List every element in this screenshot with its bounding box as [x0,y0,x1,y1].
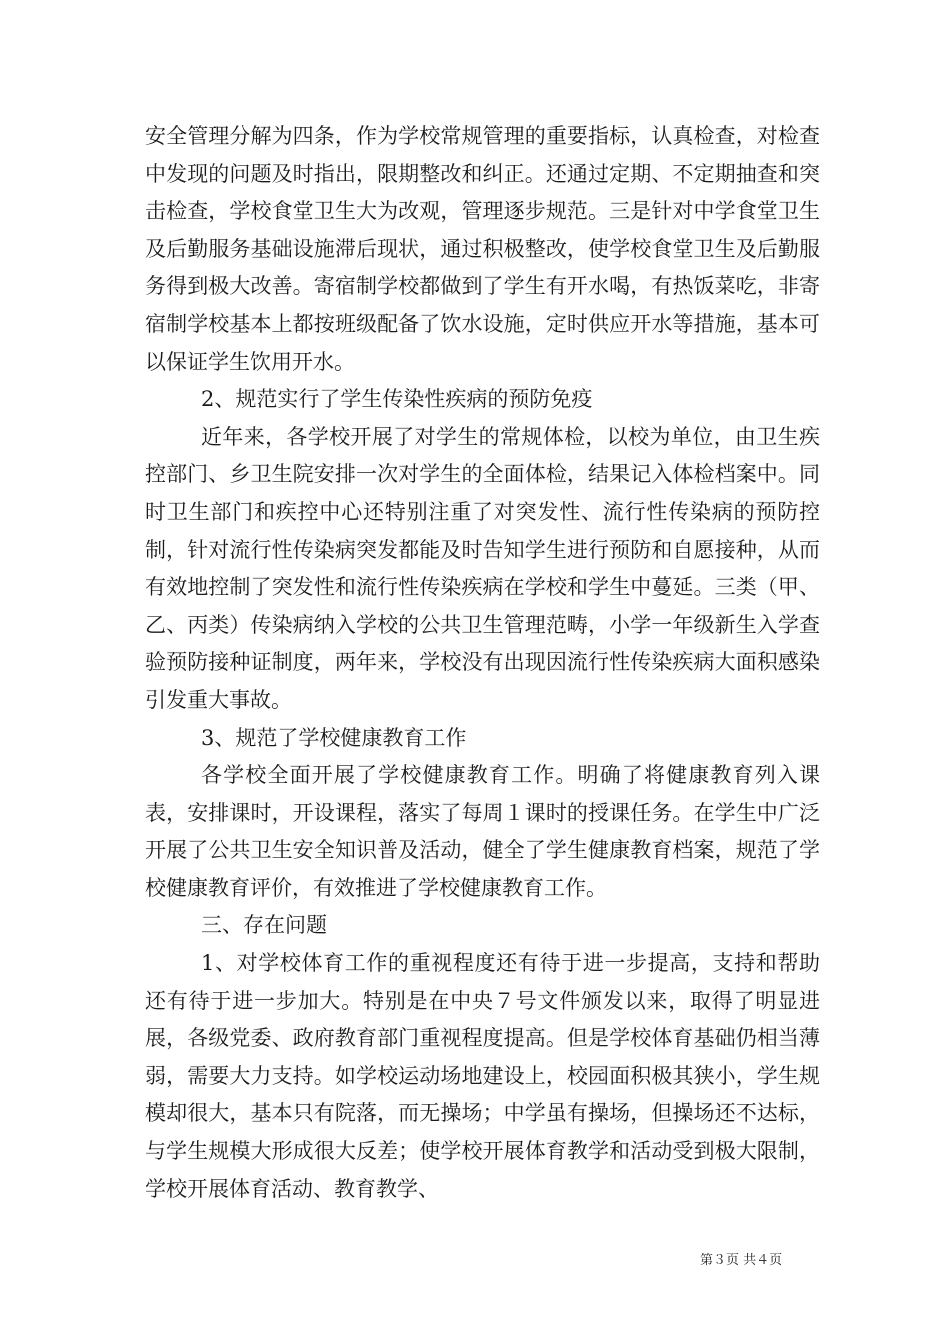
paragraph-health-education: 各学校全面开展了学校健康教育工作。明确了将健康教育列入课表，安排课时，开设课程，落实了每周１课时的授课任务。在学生中广泛开展了公共卫生安全知识普及活动，健全了学生健康教育档案，规范了学校健康教育评价，有效推进了学校健康教育工作。 [145,763,820,900]
document-body [145,118,820,1208]
paragraph-canteen-management: 安全管理分解为四条，作为学校常规管理的重要指标，认真检查，对检查中发现的问题及时指出，限期整改和纠正。还通过定期、不定期抽查和突击检查，学校食堂卫生大为改观，管理逐步规范。三是针对中学食堂卫生及后勤服务基础设施滞后现状，通过积极整改，使学校食堂卫生及后勤服务得到极大改善。寄宿制学校都做到了学生有开水喝，有热饭菜吃，非寄宿制学校基本上都按班级配备了饮水设施，定时供应开水等措施，基本可以保证学生饮用开水。 [145,124,820,374]
heading-existing-problems: 三、存在问题 [201,913,327,938]
heading-disease-prevention: 2、规范实行了学生传染性疾病的预防免疫 [201,387,593,412]
paragraph-disease-prevention: 近年来，各学校开展了对学生的常规体检，以校为单位，由卫生疾控部门、乡卫生院安排一次对学生的全面体检，结果记入体检档案中。同时卫生部门和疾控中心还特别注重了对突发性、流行性传染病的预防控制，针对流行性传染病突发都能及时告知学生进行预防和自愿接种，从而有效地控制了突发性和流行性传染疾病在学校和学生中蔓延。三类（甲、乙、丙类）传染病纳入学校的公共卫生管理范畴，小学一年级新生入学查验预防接种证制度，两年来，学校没有出现因流行性传染疾病大面积感染引发重大事故。 [145,424,820,712]
heading-health-education: 3、规范了学校健康教育工作 [201,725,467,750]
paragraph-existing-problems: 1、对学校体育工作的重视程度还有待于进一步提高，支持和帮助还有待于进一步加大。特别是在中央７号文件颁发以来，取得了明显进展，各级党委、政府教育部门重视程度提高。但是学校体育基础仍相当薄弱，需要大力支持。如学校运动场地建设上，校园面积极其狭小，学生规模却很大，基本只有院落，而无操场；中学虽有操场，但操场还不达标，与学生规模大形成很大反差；使学校开展体育教学和活动受到极大限制，学校开展体育活动、教育教学、 [145,951,820,1201]
page-number-footer: 第３页 共４页 [700,1253,783,1268]
